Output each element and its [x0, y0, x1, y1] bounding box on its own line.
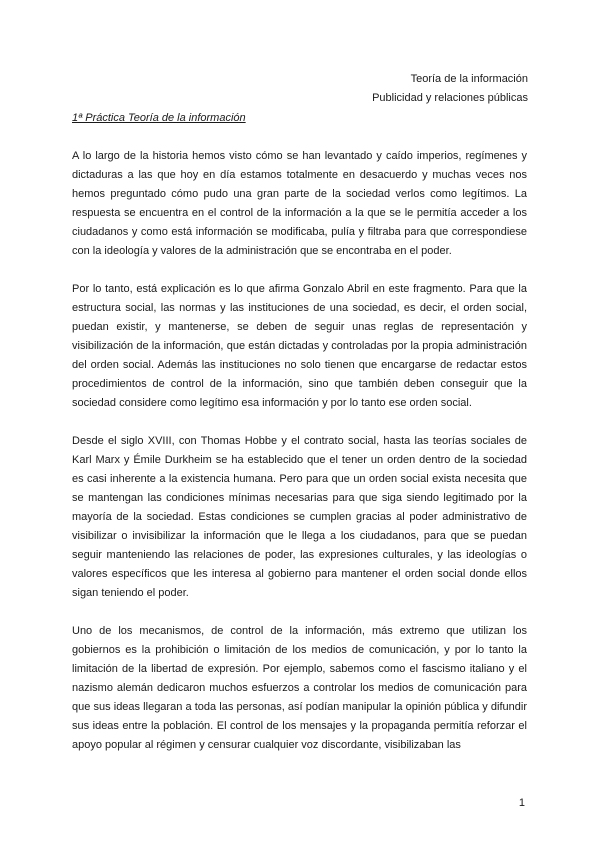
page-number: 1	[518, 797, 525, 809]
paragraph: A lo largo de la historia hemos visto cómo se han levantado y caído imperios, regímenes y dictaduras a las que hoy en día estamos totalmente en desacuerdo y muchas veces nos hemos preguntado cómo pudo una gran parte de la sociedad verlos como legítimos. La respuesta se encuentra en el control de la información a la que se le permitía acceder a los ciudadanos y como está información se modificaba, pulía y filtraba para que correspondiese con la ideología y valores de la administración que se encontraba en el poder.	[72, 150, 527, 257]
header-course-title: Teoría de la información	[410, 73, 528, 85]
paragraph: Desde el siglo XVIII, con Thomas Hobbe y el contrato social, hasta las teorías sociales de Karl Marx y Émile Durkheim se ha establecido que el tener un orden dentro de la sociedad es casi inherente a la existencia humana. Pero para que un orden social exista necesita que se mantengan las condiciones mínimas necesarias para que siga siendo legitimado por la mayoría de la sociedad. Estas condiciones se cumplen gracias al poder administrativo de visibilizar o invisibilizar la información que le llega a los ciudadanos, para que se puedan seguir manteniendo las relaciones de poder, las expresiones culturales, y las ideologías o valores específicos que les interesa al gobierno para mantener el orden social donde ellos sigan teniendo el poder.	[72, 435, 527, 599]
document-body	[72, 147, 527, 774]
header-subject: Publicidad y relaciones públicas	[372, 92, 528, 104]
paragraph: Uno de los mecanismos, de control de la información, más extremo que utilizan los gobiernos es la prohibición o limitación de los medios de comunicación, y por lo tanto la limitación de la libertad de expresión. Por ejemplo, sabemos como el fascismo italiano y el nazismo alemán dedicaron muchos esfuerzos a controlar los medios de comunicación para que sus ideas llegaran a toda las personas, así podían manipular la opinión pública y difundir sus ideas entre la población. El control de los mensajes y la propaganda permitía reforzar el apoyo popular al régimen y censurar cualquier voz discordante, visibilizaban las	[72, 625, 527, 751]
paragraph: Por lo tanto, está explicación es lo que afirma Gonzalo Abril en este fragmento. Para que la estructura social, las normas y las instituciones de una sociedad, es decir, el orden social, puedan existir, y mantenerse, se deben de seguir unas reglas de representación y visibilización de la información, que están dictadas y controladas por la propia administración del orden social. Además las instituciones no solo tienen que encargarse de redactar estos procedimientos de control de la información, sino que también deben conseguir que la sociedad considere como legítimo esa información y por lo tanto ese orden social.	[72, 283, 527, 409]
practice-title: 1ª Práctica Teoría de la información	[72, 112, 246, 124]
document-header	[372, 70, 528, 108]
